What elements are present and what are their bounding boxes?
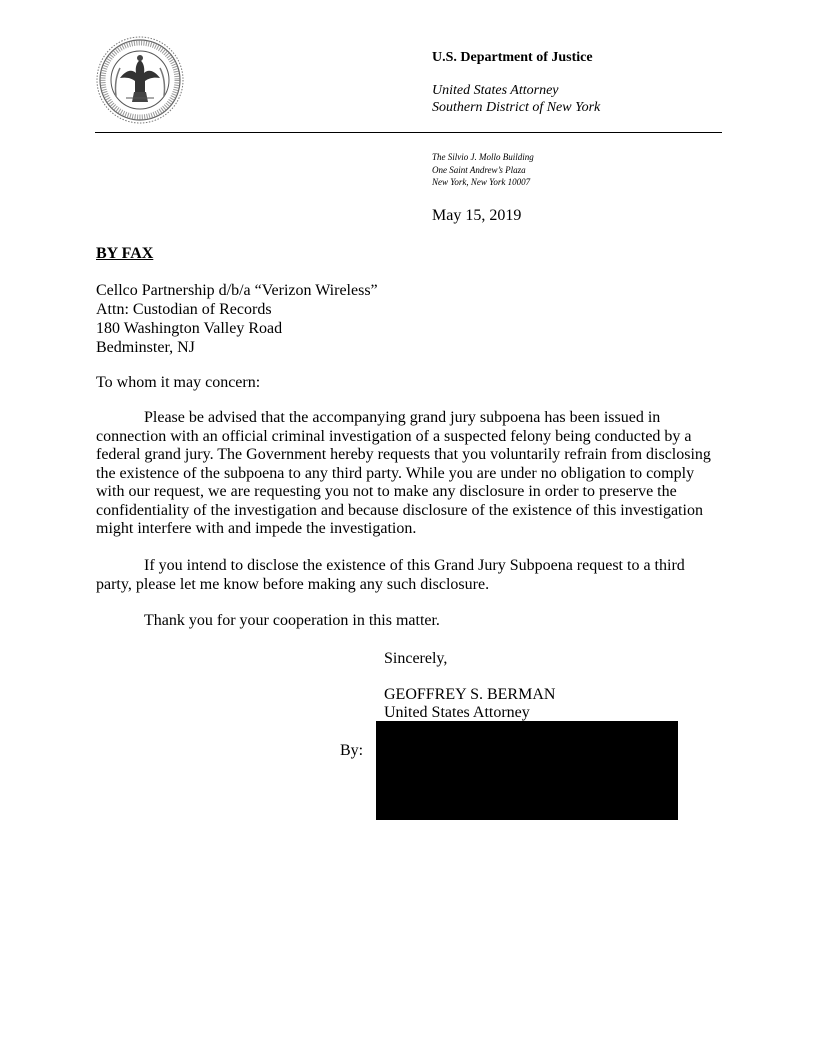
office-address bbox=[432, 151, 534, 189]
paragraph-line: Thank you for your cooperation in this matter. bbox=[144, 612, 440, 629]
body-paragraph-3 bbox=[96, 612, 720, 631]
delivery-method: BY FAX bbox=[96, 245, 154, 262]
signature-block bbox=[384, 686, 555, 722]
letterhead-divider bbox=[95, 132, 722, 133]
paragraph-line: If you intend to disclose the existence of this Grand Jury Subpoena request to a third bbox=[144, 557, 685, 574]
address-line-3: New York, New York 10007 bbox=[432, 177, 531, 187]
office-title bbox=[432, 82, 600, 116]
department-name: U.S. Department of Justice bbox=[432, 50, 593, 65]
body-paragraph-1 bbox=[96, 409, 720, 539]
address-line-1: The Silvio J. Mollo Building bbox=[432, 152, 534, 162]
letter-date: May 15, 2019 bbox=[432, 207, 522, 224]
address-line-2: One Saint Andrew’s Plaza bbox=[432, 164, 526, 175]
signer-name: GEOFFREY S. BERMAN bbox=[384, 686, 556, 703]
recipient-block bbox=[96, 281, 378, 357]
closing-sincerely: Sincerely, bbox=[384, 650, 448, 667]
recipient-line-4: Bedminster, NJ bbox=[96, 339, 195, 356]
paragraph-line: federal grand jury. The Government hereby requests that you voluntarily refrain from disclosing bbox=[96, 446, 711, 463]
recipient-line-1: Cellco Partnership d/b/a “Verizon Wireless” bbox=[96, 282, 378, 299]
paragraph-line: Please be advised that the accompanying grand jury subpoena has been issued in bbox=[144, 409, 661, 426]
office-line-2: Southern District of New York bbox=[432, 100, 601, 115]
paragraph-line: the existence of the subpoena to any third party. While you are under no obligation to comply bbox=[96, 464, 695, 482]
paragraph-line: confidentiality of the investigation and because disclosure of the existence of this investigation bbox=[96, 501, 703, 519]
by-label: By: bbox=[340, 742, 364, 759]
redaction-box bbox=[376, 721, 678, 820]
salutation: To whom it may concern: bbox=[96, 374, 261, 391]
recipient-line-2: Attn: Custodian of Records bbox=[96, 301, 272, 318]
body-paragraph-2 bbox=[96, 557, 720, 594]
paragraph-line: connection with an official criminal investigation of a suspected felony being conducted by a bbox=[96, 427, 692, 445]
paragraph-line: might interfere with and impede the investigation. bbox=[96, 520, 417, 537]
recipient-line-3: 180 Washington Valley Road bbox=[96, 320, 283, 337]
signer-title: United States Attorney bbox=[384, 704, 530, 721]
office-line-1: United States Attorney bbox=[432, 83, 559, 98]
paragraph-line: party, please let me know before making any such disclosure. bbox=[96, 575, 490, 593]
doj-seal-icon bbox=[96, 36, 184, 124]
paragraph-line: with our request, we are requesting you not to make any disclosure in order to preserve the bbox=[96, 483, 677, 500]
